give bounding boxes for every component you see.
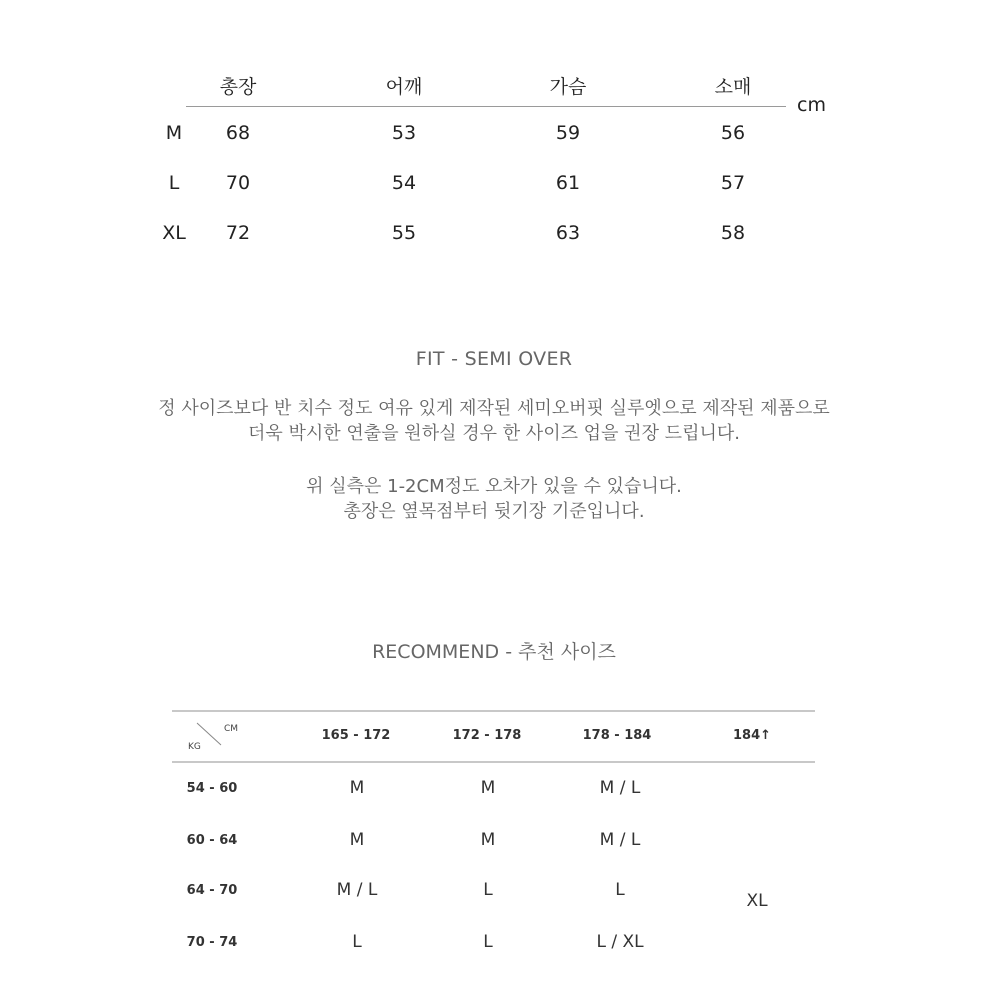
size-value: 53 [391, 122, 417, 144]
height-range-header: 178 - 184 [582, 728, 652, 743]
size-value: 56 [720, 122, 746, 144]
fit-title: FIT - SEMI OVER [415, 348, 573, 370]
recommend-cell: L / XL [596, 932, 644, 952]
header-shoulder: 어깨 [385, 76, 423, 98]
recommend-cell: M [349, 830, 365, 850]
recommend-cell: M [480, 778, 496, 798]
size-value: 61 [555, 172, 581, 194]
height-range-header: 184↑ [732, 728, 772, 743]
weight-range-label: 54 - 60 [186, 781, 238, 796]
size-value: 59 [555, 122, 581, 144]
weight-range-label: 60 - 64 [186, 833, 238, 848]
corner-kg-label: KG [188, 742, 201, 752]
unit-label: cm [797, 94, 826, 116]
recommend-cell: L [352, 932, 362, 952]
recommend-cell: L [483, 932, 493, 952]
tall-column-cell: XL [746, 891, 768, 911]
corner-cm-label: CM [224, 724, 239, 734]
recommend-cell: L [615, 880, 625, 900]
size-value: 70 [225, 172, 251, 194]
recommend-cell: M / L [336, 880, 378, 900]
fit-description [158, 396, 830, 446]
size-value: 54 [391, 172, 417, 194]
weight-range-label: 64 - 70 [186, 883, 238, 898]
recommend-cell: L [483, 880, 493, 900]
measurement-note [306, 474, 682, 524]
recommend-cell: M [480, 830, 496, 850]
size-value: 58 [720, 222, 746, 244]
recommend-cell: M / L [599, 830, 641, 850]
measurement-note-line: 총장은 옆목점부터 뒷기장 기준입니다. [343, 501, 645, 522]
weight-range-label: 70 - 74 [186, 935, 238, 950]
recommend-cell: M [349, 778, 365, 798]
height-range-header: 165 - 172 [321, 728, 391, 743]
size-label: M [165, 122, 183, 144]
header-sleeve: 소매 [714, 76, 752, 98]
size-value: 72 [225, 222, 251, 244]
size-label: XL [162, 222, 186, 244]
fit-description-line: 정 사이즈보다 반 치수 정도 여유 있게 제작된 세미오버핏 실루엣으로 제작된 제품으로 [158, 398, 830, 419]
size-label: L [168, 172, 180, 194]
recommend-cell: M / L [599, 778, 641, 798]
recommend-title: RECOMMEND - 추천 사이즈 [372, 641, 616, 663]
size-value: 68 [225, 122, 251, 144]
measurement-note-line: 위 실측은 1-2CM정도 오차가 있을 수 있습니다. [306, 476, 682, 497]
header-chest: 가슴 [549, 76, 587, 98]
height-range-header: 172 - 178 [452, 728, 522, 743]
fit-description-line: 더욱 박시한 연출을 원하실 경우 한 사이즈 업을 권장 드립니다. [248, 423, 740, 444]
size-value: 57 [720, 172, 746, 194]
header-divider [186, 106, 786, 107]
size-value: 63 [555, 222, 581, 244]
table-top-rule [172, 710, 815, 712]
header-rule [172, 761, 815, 763]
header-length: 총장 [219, 76, 257, 98]
size-value: 55 [391, 222, 417, 244]
